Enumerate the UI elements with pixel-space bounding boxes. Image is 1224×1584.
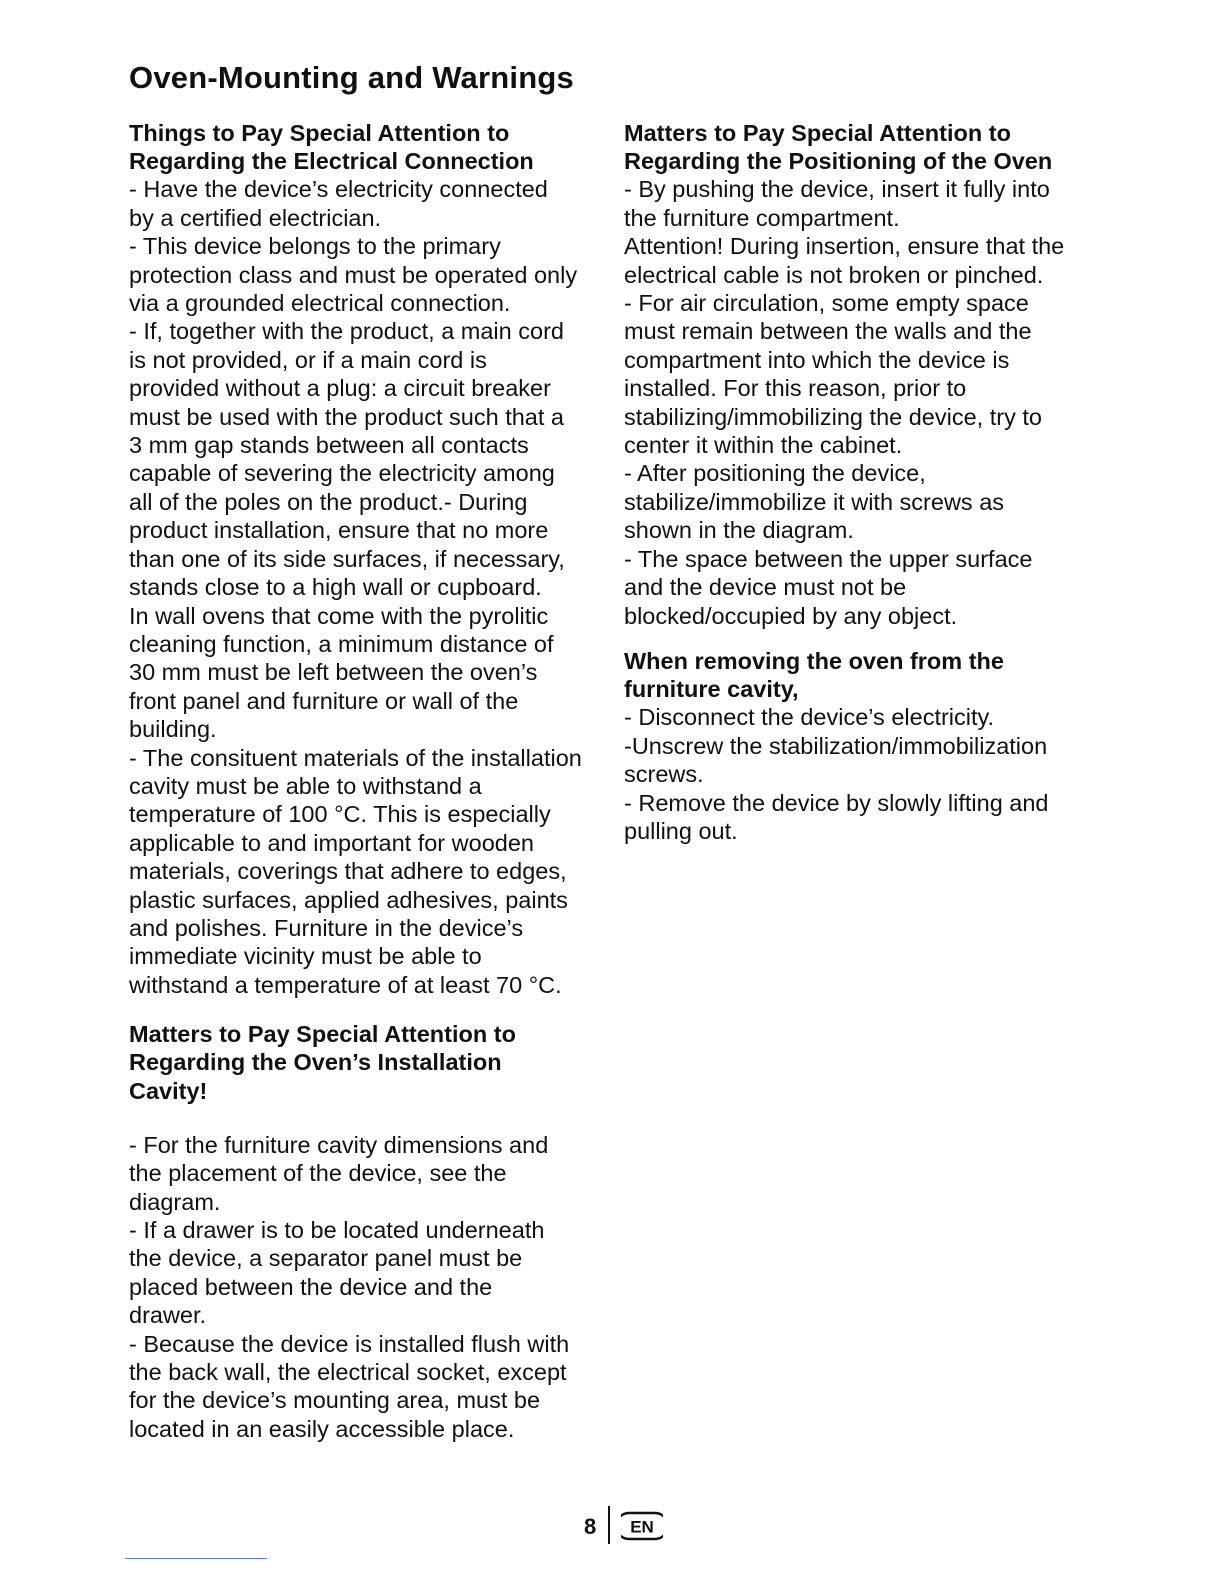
heading-spacer <box>129 1105 607 1131</box>
body-line: - Disconnect the device’s electricity. <box>624 704 995 731</box>
left-column <box>129 119 607 1443</box>
page-number: 8 <box>584 1514 597 1539</box>
footer-divider <box>608 1506 610 1544</box>
body-line: center it within the cabinet. <box>624 432 903 459</box>
body-line: cleaning function, a minimum distance of <box>129 630 554 657</box>
body-line: drawer. <box>129 1302 207 1329</box>
body-line: the furniture compartment. <box>624 204 900 231</box>
body-line: the placement of the device, see the <box>129 1160 507 1187</box>
section-heading <box>624 119 1104 175</box>
body-line: is not provided, or if a main cord is <box>129 346 487 373</box>
heading-line: Matters to Pay Special Attention to <box>624 120 1011 146</box>
language-code: EN <box>630 1517 654 1537</box>
body-line: 3 mm gap stands between all contacts <box>129 432 529 459</box>
heading-line: Regarding the Electrical Connection <box>129 148 534 175</box>
body-line: In wall ovens that come with the pyrolitic <box>129 602 549 629</box>
body-line: capable of severing the electricity among <box>129 460 555 487</box>
heading-line: When removing the oven from the <box>624 647 1004 674</box>
body-line: shown in the diagram. <box>624 517 854 544</box>
body-line: pulling out. <box>624 817 738 844</box>
section-body <box>624 175 1104 630</box>
body-line: product installation, ensure that no more <box>129 517 549 544</box>
body-line: - By pushing the device, insert it fully into <box>624 176 1050 203</box>
section-body <box>129 175 607 999</box>
body-line: - Remove the device by slowly lifting and <box>624 789 1049 816</box>
heading-line: furniture cavity, <box>624 676 799 703</box>
heading-line: Regarding the Positioning of the Oven <box>624 148 1053 175</box>
body-line: must be used with the product such that a <box>129 403 565 430</box>
body-line: - If, together with the product, a main cord <box>129 318 564 345</box>
body-line: - Because the device is installed flush with <box>129 1330 570 1357</box>
heading-line: Cavity! <box>129 1077 208 1104</box>
body-line: - For air circulation, some empty space <box>624 290 1029 317</box>
body-line: immediate vicinity must be able to <box>129 943 482 970</box>
body-line: - If a drawer is to be located underneath <box>129 1217 545 1244</box>
body-line: placed between the device and the <box>129 1273 493 1300</box>
body-line: electrical cable is not broken or pinched. <box>624 261 1044 288</box>
section-spacer <box>624 630 1104 647</box>
bottom-rule <box>125 1558 267 1559</box>
body-line: - After positioning the device, <box>624 460 926 487</box>
body-line: for the device’s mounting area, must be <box>129 1387 541 1414</box>
body-line: cavity must be able to withstand a <box>129 772 482 799</box>
body-line: provided without a plug: a circuit breaker <box>129 375 551 402</box>
body-line: and polishes. Furniture in the device’s <box>129 914 524 941</box>
en-language-badge-icon <box>621 1511 663 1541</box>
body-line: via a grounded electrical connection. <box>129 290 511 317</box>
body-line: applicable to and important for wooden <box>129 829 534 856</box>
body-line: -Unscrew the stabilization/immobilization <box>624 732 1048 759</box>
heading-line: Regarding the Oven’s Installation <box>129 1049 502 1076</box>
heading-line: Matters to Pay Special Attention to <box>129 1021 516 1048</box>
body-line: installed. For this reason, prior to <box>624 375 967 402</box>
body-line: stands close to a high wall or cupboard. <box>129 574 542 601</box>
section-heading <box>129 1020 607 1105</box>
installation-cavity-section <box>129 1020 607 1443</box>
body-line: must remain between the walls and the <box>624 318 1032 345</box>
body-line: by a certified electrician. <box>129 204 382 231</box>
body-line: - The consituent materials of the installation <box>129 744 582 771</box>
body-line: compartment into which the device is <box>624 346 1010 373</box>
body-line: the back wall, the electrical socket, except <box>129 1359 567 1386</box>
body-line: blocked/occupied by any object. <box>624 602 958 629</box>
body-line: screws. <box>624 761 704 788</box>
body-line: 30 mm must be left between the oven’s <box>129 659 538 686</box>
body-line: than one of its side surfaces, if necessary, <box>129 545 565 572</box>
body-line: - This device belongs to the primary <box>129 233 501 260</box>
body-line: diagram. <box>129 1188 221 1215</box>
body-line: all of the poles on the product.- During <box>129 488 528 515</box>
section-body <box>129 1131 607 1443</box>
body-line: protection class and must be operated only <box>129 261 578 288</box>
section-spacer <box>129 999 607 1020</box>
section-body <box>624 703 1104 845</box>
right-column <box>624 119 1104 845</box>
body-line: stabilizing/immobilizing the device, try to <box>624 403 1042 430</box>
body-line: building. <box>129 716 217 743</box>
body-line: withstand a temperature of at least 70 °C. <box>129 971 562 998</box>
body-line: - The space between the upper surface <box>624 545 1033 572</box>
heading-line: Things to Pay Special Attention to <box>129 120 510 146</box>
body-line: and the device must not be <box>624 574 907 601</box>
body-line: - For the furniture cavity dimensions and <box>129 1131 549 1158</box>
body-line: plastic surfaces, applied adhesives, paints <box>129 886 568 913</box>
body-line: the device, a separator panel must be <box>129 1245 523 1272</box>
removal-section <box>624 647 1104 845</box>
page-footer <box>0 1506 1224 1546</box>
body-line: materials, coverings that adhere to edges, <box>129 858 567 885</box>
body-line: front panel and furniture or wall of the <box>129 687 519 714</box>
page-title: Oven-Mounting and Warnings <box>129 60 574 95</box>
positioning-section <box>624 119 1104 630</box>
body-line: - Have the device’s electricity connected <box>129 176 548 203</box>
electrical-connection-section <box>129 119 607 999</box>
body-line: stabilize/immobilize it with screws as <box>624 488 1005 515</box>
body-line: temperature of 100 °C. This is especially <box>129 801 551 828</box>
body-line: located in an easily accessible place. <box>129 1415 515 1442</box>
section-heading <box>624 647 1104 703</box>
body-line: Attention! During insertion, ensure that the <box>624 233 1065 260</box>
section-heading <box>129 119 607 175</box>
